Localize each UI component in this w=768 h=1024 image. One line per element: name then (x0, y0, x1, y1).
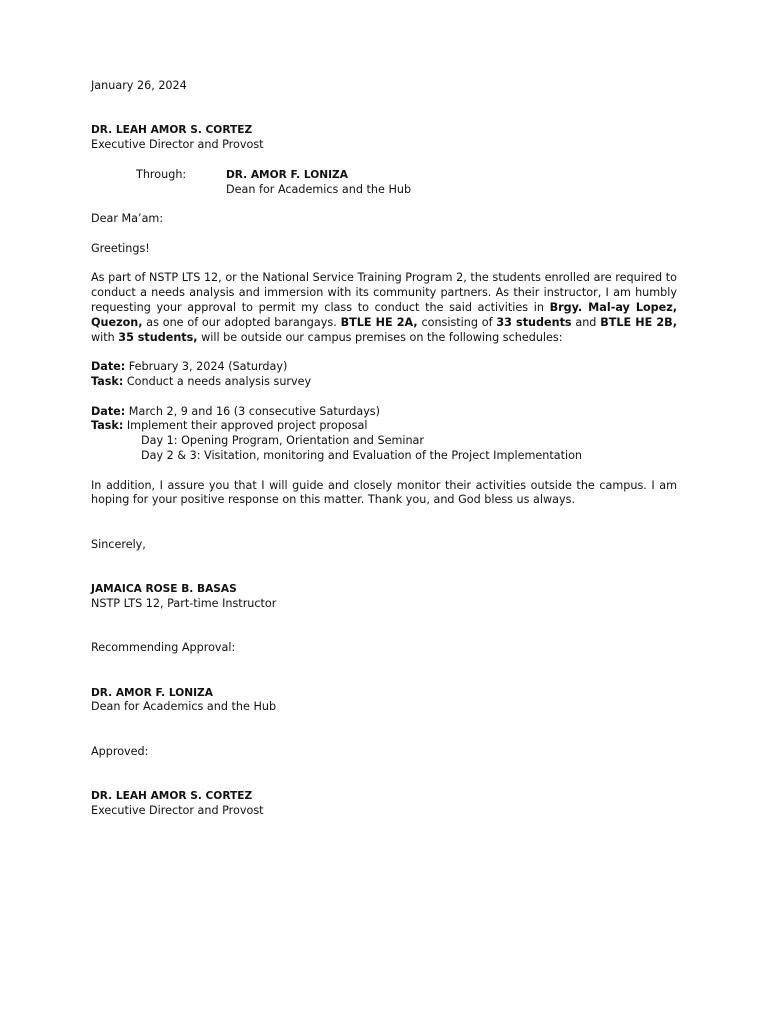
through-title: Dean for Academics and the Hub (226, 182, 412, 196)
valediction: Sincerely, (91, 537, 146, 551)
addressee-name: DR. LEAH AMOR S. CORTEZ (91, 124, 253, 137)
body-class-1: BTLE HE 2A, (340, 315, 418, 329)
recommending-name: DR. AMOR F. LONIZA (91, 686, 213, 699)
schedule-date-value: March 2, 9 and 16 (3 consecutive Saturdays) (125, 404, 381, 418)
greeting: Greetings! (91, 241, 150, 255)
schedule-date-label: Date: (91, 360, 126, 374)
letter-content (91, 79, 677, 819)
schedule-date-value: February 3, 2024 (Saturday) (125, 360, 288, 374)
approved-label: Approved: (91, 744, 149, 758)
through-block (91, 168, 677, 198)
body-text: consisting of (417, 315, 497, 329)
body-count-2: 35 students, (118, 330, 198, 344)
schedule-task-value: Conduct a needs analysis survey (123, 374, 312, 388)
recommending-title: Dean for Academics and the Hub (91, 700, 277, 714)
sender-title: NSTP LTS 12, Part-time Instructor (91, 596, 277, 610)
approved-title: Executive Director and Provost (91, 804, 264, 818)
schedule-2 (91, 405, 677, 464)
body-text: will be outside our campus premises on the following schedules: (197, 330, 563, 344)
body-text: as one of our adopted barangays. (142, 315, 341, 329)
body-text: with (91, 330, 119, 344)
approved-name: DR. LEAH AMOR S. CORTEZ (91, 790, 253, 803)
salutation: Dear Ma’am: (91, 212, 164, 226)
schedule-task-label: Task: (91, 419, 124, 433)
recommending-label: Recommending Approval: (91, 641, 236, 655)
schedule-task-label: Task: (91, 374, 124, 388)
letter-date: January 26, 2024 (91, 79, 187, 92)
schedule-day-item: Day 2 & 3: Visitation, monitoring and Evaluation of the Project Implementation (141, 448, 583, 462)
schedule-1 (91, 360, 677, 390)
body-text: and (571, 315, 601, 329)
addressee-title: Executive Director and Provost (91, 138, 264, 152)
through-label: Through: (136, 167, 187, 181)
body-class-2: BTLE HE 2B, (600, 315, 677, 329)
body-text: As part of NSTP LTS 12, or the National Service Training Program 2, the students enrolled are required to conduct a needs analysis and immersion with its community partners. As their instructor, I am humbly requesting your approval to permit my class to conduct the said activities in (91, 271, 677, 314)
body-place: Brgy. Mal-ay Lopez, Quezon, (91, 300, 677, 329)
body-paragraph (91, 271, 677, 345)
schedule-date-label: Date: (91, 404, 126, 418)
through-name: DR. AMOR F. LONIZA (226, 168, 348, 181)
schedule-task-value: Implement their approved project proposal (123, 419, 368, 433)
schedule-day-item: Day 1: Opening Program, Orientation and Seminar (141, 434, 424, 448)
sender-name: JAMAICA ROSE B. BASAS (91, 583, 237, 596)
body-count-1: 33 students (496, 315, 572, 329)
closing-paragraph: In addition, I assure you that I will guide and closely monitor their activities outside the campus. I am hoping for your positive response on this matter. Thank you, and God bless us always. (91, 478, 677, 507)
